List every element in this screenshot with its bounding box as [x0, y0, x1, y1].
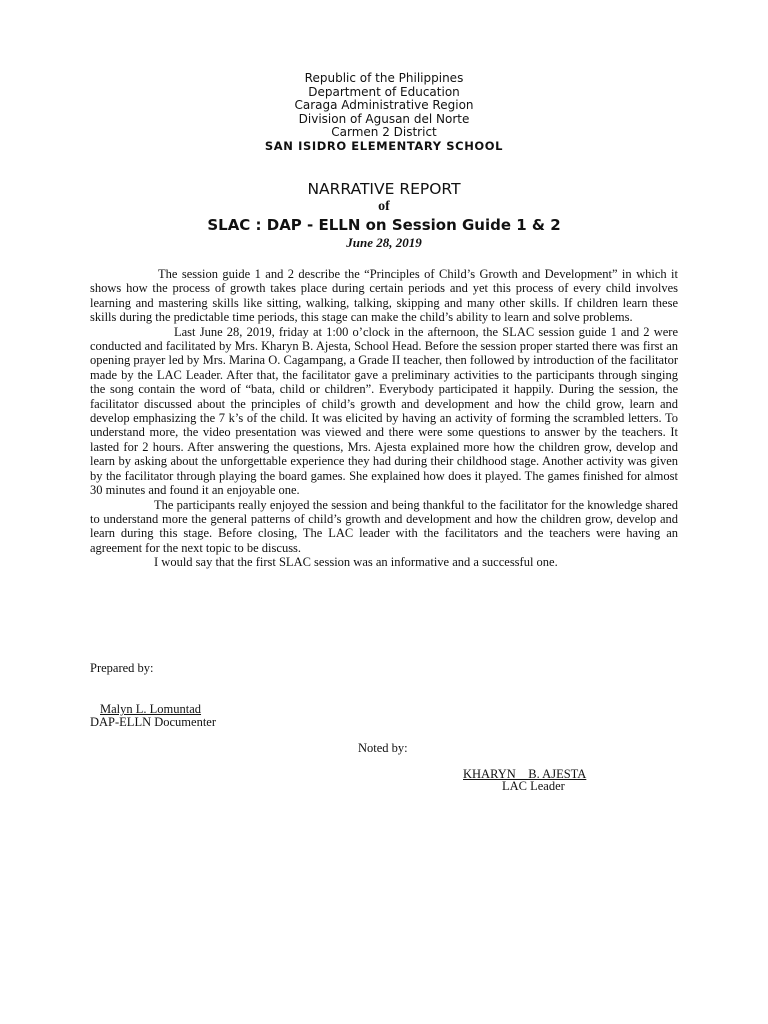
letterhead-region: Caraga Administrative Region	[294, 98, 474, 112]
report-title-block	[0, 180, 768, 250]
report-title: NARRATIVE REPORT	[307, 180, 461, 198]
paragraph-conclusion: I would say that the first SLAC session was an informative and a successful one.	[154, 555, 558, 570]
noted-by-label: Noted by:	[358, 741, 408, 755]
letterhead	[0, 72, 768, 153]
preparer-title: DAP-ELLN Documenter	[90, 715, 217, 729]
letterhead-district: Carmen 2 District	[331, 125, 437, 139]
paragraph-session: Last June 28, 2019, friday at 1:00 o’clock in the afternoon, the SLAC session guide 1 and 2 were conducted and facilitated by Mrs. Kharyn B. Ajesta, School Head. Before the session proper started there was first an opening prayer led by Mrs. Marina O. Cagampang, a Grade II teacher, then followed by introduction of the facilitator made by the LAC Leader. After that, the facilitator gave a preliminary activities to the participants through singing the song contain the word of “bata, child or children”. Everybody participated it happily. During the session, the facilitator discussed about the principles of child’s growth and development and how the child grow, learn and develop emphasizing the 7 k’s of the child. It was elicited by having an activity of forming the scrambled letters. To understand more, the video presentation was viewed and there were some questions to answer by the teachers. It lasted for 2 hours. After answering the questions, Mrs. Ajesta explained more how the children grow, develop and learn by asking about the unforgettable experience they had during their childhood stage. Another activity was given by the facilitator through playing the board games. She explained how does it played. The games finished for almost 30 minutes and found it an enjoyable one.	[90, 324, 678, 498]
letterhead-division: Division of Agusan del Norte	[298, 111, 470, 126]
noter-name: KHARYN B. AJESTA	[463, 767, 587, 781]
prepared-by-label: Prepared by:	[90, 661, 154, 675]
report-date: June 28, 2019	[346, 235, 422, 250]
report-subtitle: SLAC : DAP - ELLN on Session Guide 1 & 2	[207, 216, 561, 234]
report-title-of: of	[378, 199, 390, 214]
noter-title: LAC Leader	[502, 779, 565, 793]
paragraph-participants: The participants really enjoyed the session and being thankful to the facilitator for the knowledge shared to understand more the general patterns of child’s growth and development and how the children grow, develop and learn during this stage. Before closing, The LAC leader with the facilitators and the teachers were having an agreement for the next topic to be discuss.	[90, 497, 678, 555]
letterhead-country: Republic of the Philippines	[304, 71, 464, 85]
report-body	[90, 267, 678, 570]
paragraph-intro: The session guide 1 and 2 describe the “Principles of Child’s Growth and Development” in which it shows how the process of growth takes place during certain periods and yet this process of every child involves learning and mastering skills like sitting, walking, talking, skipping and many other skills. If children learn these skills during the predictable time periods, this stage can make the child’s ability to learn and solve problems.	[90, 267, 678, 325]
preparer-name: Malyn L. Lomuntad	[100, 702, 202, 716]
school-name: SAN ISIDRO ELEMENTARY SCHOOL	[264, 138, 504, 153]
letterhead-department: Department of Education	[308, 84, 460, 99]
